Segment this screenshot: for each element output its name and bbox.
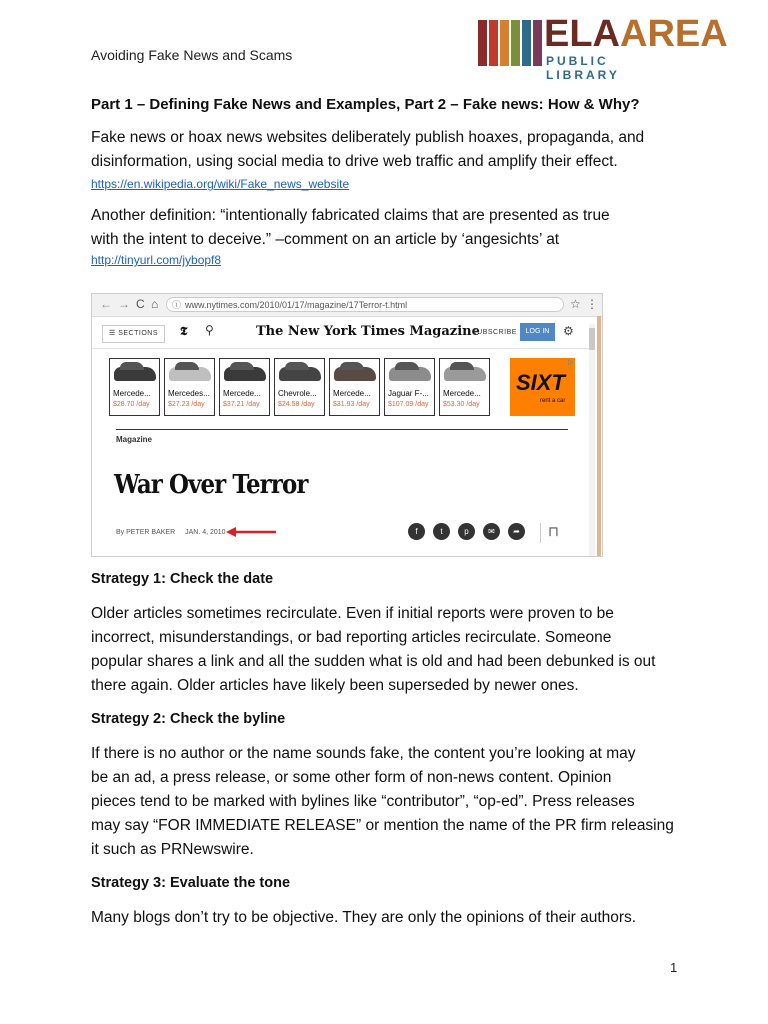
strategy-2-line: pieces tend to be marked with bylines like “contributor”, “op-ed”. Press releases xyxy=(91,793,635,810)
car-rental-ad-strip xyxy=(109,358,575,416)
nytimes-screenshot xyxy=(91,293,603,557)
ad-car-name: Mercede... xyxy=(113,389,151,398)
email-icon: ✉ xyxy=(483,523,500,540)
nyt-t-logo-icon: 𝕿 xyxy=(180,324,188,338)
ad-car-price: $37.21 /day xyxy=(223,401,260,408)
byline-author: By PETER BAKER xyxy=(116,529,176,536)
sixt-ad xyxy=(510,358,575,416)
tinyurl-link[interactable]: http://tinyurl.com/jybopf8 xyxy=(91,253,222,267)
strategy-2-line: be an ad, a press release, or some other form of non-news content. Opinion xyxy=(91,769,612,786)
page-number: 1 xyxy=(670,960,678,975)
strategy-2-line: may say “FOR IMMEDIATE RELEASE” or mention the name of the PR firm releasing xyxy=(91,817,674,834)
ad-car-name: Mercede... xyxy=(333,389,371,398)
ad-card xyxy=(329,358,380,416)
twitter-icon: t xyxy=(433,523,450,540)
strategy-2-title: Strategy 2: Check the byline xyxy=(91,711,286,727)
screenshot-edge xyxy=(597,316,601,556)
car-image-icon xyxy=(389,367,431,381)
reload-icon: C xyxy=(136,297,145,311)
ad-car-price: $53.30 /day xyxy=(443,401,480,408)
info-icon: ⓘ xyxy=(172,300,182,310)
car-image-icon xyxy=(444,367,486,381)
ad-car-name: Chevrole... xyxy=(278,389,317,398)
definition-line-2: with the intent to deceive.” –comment on an article by ‘angesichts’ at xyxy=(91,231,560,248)
document-header-title: Avoiding Fake News and Scams xyxy=(91,47,293,63)
ad-card xyxy=(439,358,490,416)
ad-card xyxy=(219,358,270,416)
ad-car-price: $31.93 /day xyxy=(333,401,370,408)
share-arrow-icon: ➦ xyxy=(508,523,525,540)
car-image-icon xyxy=(224,367,266,381)
strategy-2-line: it such as PRNewswire. xyxy=(91,841,254,858)
forward-arrow-icon: → xyxy=(118,297,130,311)
logo-subtitle: PUBLIC LIBRARY xyxy=(546,54,620,82)
subscribe-link: SUBSCRIBE xyxy=(472,329,517,336)
ad-car-price: $27.23 /day xyxy=(168,401,205,408)
section-rule xyxy=(116,429,568,430)
pinterest-icon: p xyxy=(458,523,475,540)
book-spines-icon xyxy=(478,20,542,66)
car-image-icon xyxy=(169,367,211,381)
strategy-1-line: Older articles sometimes recirculate. Even if initial reports were proven to be xyxy=(91,605,614,622)
back-arrow-icon: ← xyxy=(100,297,112,311)
logo-ela-text: ELA xyxy=(544,13,620,55)
star-icon: ☆ xyxy=(570,297,581,311)
article-headline: War Over Terror xyxy=(114,470,308,500)
strategy-3-line: Many blogs don’t try to be objective. They are only the opinions of their authors. xyxy=(91,909,637,926)
ad-car-price: $107.09 /day xyxy=(388,401,429,408)
car-image-icon xyxy=(114,367,156,381)
wikipedia-link[interactable]: https://en.wikipedia.org/wiki/Fake_news_website xyxy=(91,177,350,191)
sixt-logo: SIXT xyxy=(516,370,565,395)
sixt-tagline: rent a car xyxy=(540,398,566,404)
share-icons xyxy=(408,523,525,540)
ad-car-price: $24.58 /day xyxy=(278,401,315,408)
section-heading: Part 1 – Defining Fake News and Examples, Part 2 – Fake news: How & Why? xyxy=(91,96,640,113)
car-image-icon xyxy=(334,367,376,381)
ad-car-name: Mercede... xyxy=(443,389,481,398)
gear-icon: ⚙ xyxy=(563,324,574,338)
logo-area-text: AREA xyxy=(620,13,728,55)
intro-line-2: disinformation, using social media to drive web traffic and amplify their effect. xyxy=(91,153,618,170)
browser-toolbar xyxy=(92,294,602,317)
ad-car-name: Jaguar F-... xyxy=(388,389,429,398)
strategy-1-line: incorrect, misunderstandings, or bad reporting articles recirculate. Someone xyxy=(91,629,612,646)
ad-car-price: $28.70 /day xyxy=(113,401,150,408)
ad-card xyxy=(274,358,325,416)
strategy-1-line: there again. Older articles have likely been superseded by newer ones. xyxy=(91,677,579,694)
strategy-3-title: Strategy 3: Evaluate the tone xyxy=(91,875,291,891)
facebook-icon: f xyxy=(408,523,425,540)
intro-line-1: Fake news or hoax news websites deliberately publish hoaxes, propaganda, and xyxy=(91,129,645,146)
strategy-1-title: Strategy 1: Check the date xyxy=(91,571,274,587)
ad-card xyxy=(164,358,215,416)
login-button: LOG IN xyxy=(520,323,555,341)
red-arrow-icon xyxy=(226,527,278,537)
car-image-icon xyxy=(279,367,321,381)
screenshot-scrollbar xyxy=(589,324,595,556)
strategy-2-line: If there is no author or the name sounds fake, the content you’re looking at may xyxy=(91,745,636,762)
ad-card xyxy=(109,358,160,416)
ad-choice-icon: ▷ xyxy=(568,359,574,366)
bookmark-icon: ⊓ xyxy=(548,523,559,539)
search-icon: ⚲ xyxy=(205,323,214,337)
ad-car-name: Mercede... xyxy=(223,389,261,398)
section-label: Magazine xyxy=(116,435,153,444)
logo-wordmark xyxy=(544,14,728,54)
browser-menu-icon: ⋮ xyxy=(586,297,598,311)
library-logo xyxy=(478,13,728,82)
sections-button: ☰ SECTIONS xyxy=(102,325,165,343)
url-text: www.nytimes.com/2010/01/17/magazine/17Terror-t.html xyxy=(185,300,408,310)
home-icon: ⌂ xyxy=(151,297,159,311)
byline-date: JAN. 4, 2010 xyxy=(185,529,226,536)
article-byline xyxy=(116,529,234,536)
definition-line-1: Another definition: “intentionally fabricated claims that are presented as true xyxy=(91,207,610,224)
nyt-masthead: The New York Times Magazine xyxy=(256,324,480,339)
strategy-1-line: popular shares a link and all the sudden what is old and had been debunked is out xyxy=(91,653,656,670)
nyt-header xyxy=(92,318,592,349)
share-divider xyxy=(540,523,541,543)
address-bar xyxy=(166,297,564,312)
ad-card xyxy=(384,358,435,416)
ad-car-name: Mercedes... xyxy=(168,389,210,398)
